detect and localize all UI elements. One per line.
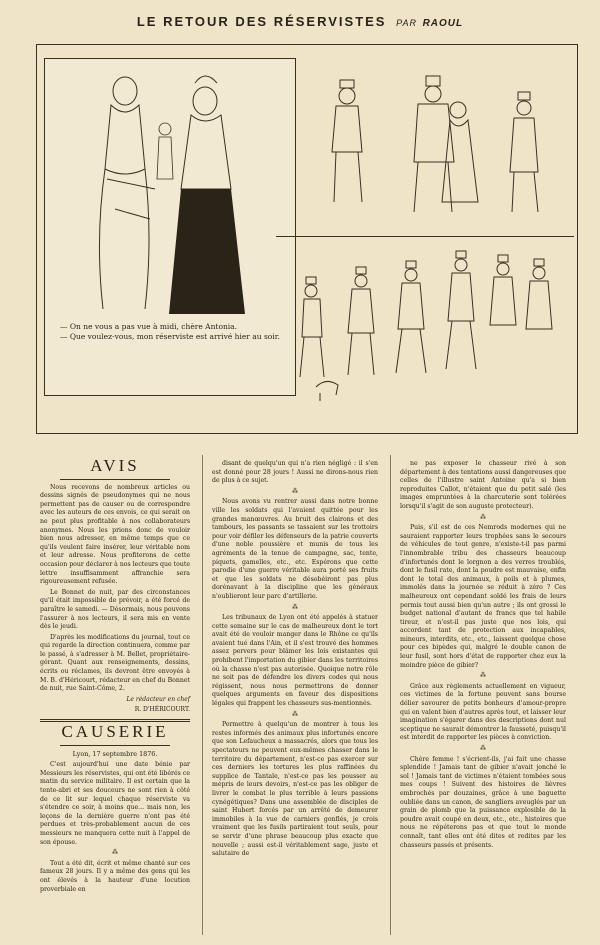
asterism-icon: ⁂ [292,603,298,611]
illustration-caption [50,322,290,342]
avis-signature-role: Le rédacteur en chef [126,695,190,703]
column-divider-1 [202,455,203,935]
header-title: LE RETOUR DES RÉSERVISTES [136,14,387,29]
header-author: RAOUL [422,18,464,29]
asterism-icon: ⁂ [112,849,118,857]
col3-paragraph: Grâce aux règlements actuellement en vigueur, ces victimes de la fortune peuvent sans bourse délier savourer de petits bonheurs d'amour-propre qui en valent bien d'autres après tout, et laisser leur imagination s'égarer dans des descriptions dont nul sceptique ne saurait démontrer la fausseté, puisqu'il est interdit de rapporter les pièces à conviction. [400,682,566,742]
avis-rule [60,479,170,480]
causerie-paragraph: C'est aujourd'hui une date bénie par Messieurs les réservistes, qui ont été libérés ce matin du service militaire. Il est certain que la tente-abri et ses douceurs ne sont rien à côté de ce lit sur lequel chaque réserviste va s'étendre ce soir, à moins que... mais non, les leçons de la dernière guerre n'ont pas été perdues et très-probablement aucun de ces messieurs ne manquera cette nuit à l'appel de son épouse. [40,761,190,846]
illustration-panel-couple [318,72,568,222]
causerie-paragraph: Tout a été dit, écrit et même chanté sur ces fameux 28 jours. Il y a même des gens qui les ont élevés à la hauteur d'une locution proverbiale en [40,859,190,893]
page-header [0,14,600,29]
column-divider-2 [390,455,391,935]
column-1 [40,456,190,896]
col2-paragraph: Nous avons vu rentrer aussi dans notre bonne ville les soldats qui l'avaient quittée pour les grandes manœuvres. Au bruit des clairons et des tambours, les passants se tassaient sur les trottoirs pour voir défiler les défenseurs de la patrie couverts d'une noble poussière et munis de tous les agréments de la tenue de campagne, sac, tente, piquets, gamelles, etc., etc. Espérons que cette parodie d'une guerre véritable aura porté ses fruits et que les soldats ne désobéiront pas plus dorénavant à la discipline que les généraux n'oublieront leur parc d'artillerie. [212,498,378,600]
col3-paragraph: ne pas exposer le chasseur rivé à son département à des tentations aussi dangereuses que celles de l'illustre saint Antoine qu'a si bien reproduites Callot, n'étaient que du petit salé (les images empruntées à la charcuterie sont tolérées lorsqu'il s'agit de son auguste protecteur). [400,460,566,510]
col2-paragraph: Permettre à quelqu'un de montrer à tous les restes informés des animaux plus infortunés encore que son Lefaucheux a massacrés, alors que tous les spectateurs ne peuvent eux-mêmes chasser dans le territoire du département, n'est-ce pas exercer sur ces derniers les tortures les plus raffinées du supplice de Tantale, n'est-ce pas les pousser au mépris de leurs devoirs, n'est-ce pas les obliger de livrer le combat le plus terrible à leurs passions cynégétiques? Dans une assemblée de disciples de saint Hubert forcés par un arrêté de demeurer immobiles à la vue de carniers gonflés, je crois vraiment que les fusils partiraient tout seuls, pour se servir d'une phrase beaucoup plus exacte que nouvelle ; aussi est-il véritablement sage, juste et salutaire de [212,721,378,858]
illustration-panel-parade [276,236,574,427]
two-women-sketch [45,59,295,319]
asterism-icon: ⁂ [480,513,486,521]
marching-soldiers-sketch [276,237,574,427]
asterism-icon: ⁂ [480,672,486,680]
causerie-rule [60,745,170,746]
asterism-icon: ⁂ [292,487,298,495]
col2-paragraph: disant de quelqu'un qui n'a rien négligé : il s'en est donné pour 28 jours ! Aussi ne dirons-nous rien de plus à ce sujet. [212,460,378,485]
avis-signature-name: R. D'HÉRICOURT. [134,706,190,714]
col2-paragraph: Les tribunaux de Lyon ont été appelés à statuer cette semaine sur le cas de malheureux dont le tort avait été de vouloir manger dans le Rhône ce qu'ils avaient tué dans l'Ain, et il s'est trouvé des hommes assez pervers pour blâmer les lois existantes qui prohibent l'importation du gibier dans les territoires où la chasse n'est pas autorisée. Quoique notre rôle ne soit pas de défendre les divers codes qui nous régissent, nous nous permettrons de donner quelques arguments en faveur des dispositions légales qui frappent les chasseurs sus-mentionnés. [212,614,378,708]
header-by: PAR [396,18,417,28]
caption-line-1: — On ne vous a pas vue à midi, chère Antonia. [60,322,238,331]
soldiers-couple-sketch [318,72,568,222]
asterism-icon: ⁂ [292,710,298,718]
avis-paragraph: Nous recevons de nombreux articles ou dessins signés de pseudonymes qui ne nous permettent pas de causer ou de correspondre avec les auteurs de ces envois, ce qui serait on ne peut plus profitable à nos collaborateurs anonymes. Nous les prions donc de vouloir bien nous adresser, en même temps que ce qu'ils veulent faire insérer, leur véritable nom et leur adresse. Nous profiterons de cette occasion pour déclarer à nos lecteurs que toute lettre insuffisamment affranchie sera rigoureusement refusée. [40,483,190,586]
avis-paragraph: Le Bonnet de nuit, par des circonstances qu'il était impossible de prévoir, a été forcé de paraître le samedi. — Désormais, nous pouvons l'assurer à nos lecteurs, il sera mis en vente dès le jeudi. [40,588,190,631]
causerie-title: CAUSERIE [61,722,169,742]
causerie-date: Lyon, 17 septembre 1876. [72,749,158,758]
avis-title: AVIS [90,456,140,475]
column-2 [212,460,378,861]
caption-line-2: — Que voulez-vous, mon réserviste est arrivé hier au soir. [60,332,280,341]
col3-paragraph: Chère femme ! s'écrient-ils, j'ai fait une chasse splendide ! Jamais tant de gibier n'avait jonché le sol ! Jamais tant de victimes n'étaient tombées sous mes coups ! Suivent des histoires de lièvres embrochés par douzaines, grâce à une baguette oubliée dans un canon, de sangliers aveuglés par un grain de plomb que la puissance explosible de la poudre avait coupé en deux, etc., etc., histoires que nous ne répéterons pas et que tout le monde connaît, tant elles ont été dites et redites par les chasseurs passés et présents. [400,755,566,849]
avis-paragraph: D'après les modifications du journal, tout ce qui regarde la direction continuera, comme par le passé, à s'adresser à M. Bellet, propriétaire-gérant. Quant aux renseignements, dessins, écrits ou réclames, ils devront être envoyés à M. B. d'Héricourt, rédacteur en chef du Bonnet de nuit, rue Saint-Côme, 2. [40,633,190,693]
asterism-icon: ⁂ [480,745,486,752]
col3-paragraph: Puis, s'il est de ces Nemrods modernes qui ne sauraient rapporter leurs trophées sans le secours de véhicules de tout genre, n'existe-t-il pas parmi l'innombrable tribu des chasseurs beaucoup d'infortunés dont le lorgnon a des verres troublés, dont le fusil rate, dont la poudre est mauvaise, enfin dont le total des animaux, à poils et à plumes, immolés dans la journée se réduit à zéro ? Ces malheureux ont cependant soldé les frais de leurs permis tout aussi bien qu'un autre ; ils ont grossi le budget national d'autant de francs que tel habile tireur, et n'est-il pas juste que nos lois, qui accordent tant de protection aux incapables, mineurs, interdits, etc., etc., laissent quelque chose pour ces bipèdes qui, malgré le double canon de leur fusil, sont hors d'état de rapporter chez eux la moindre pièce de gibier? [400,524,566,669]
column-3 [400,460,566,852]
illustration-panel-antonia [44,58,296,396]
